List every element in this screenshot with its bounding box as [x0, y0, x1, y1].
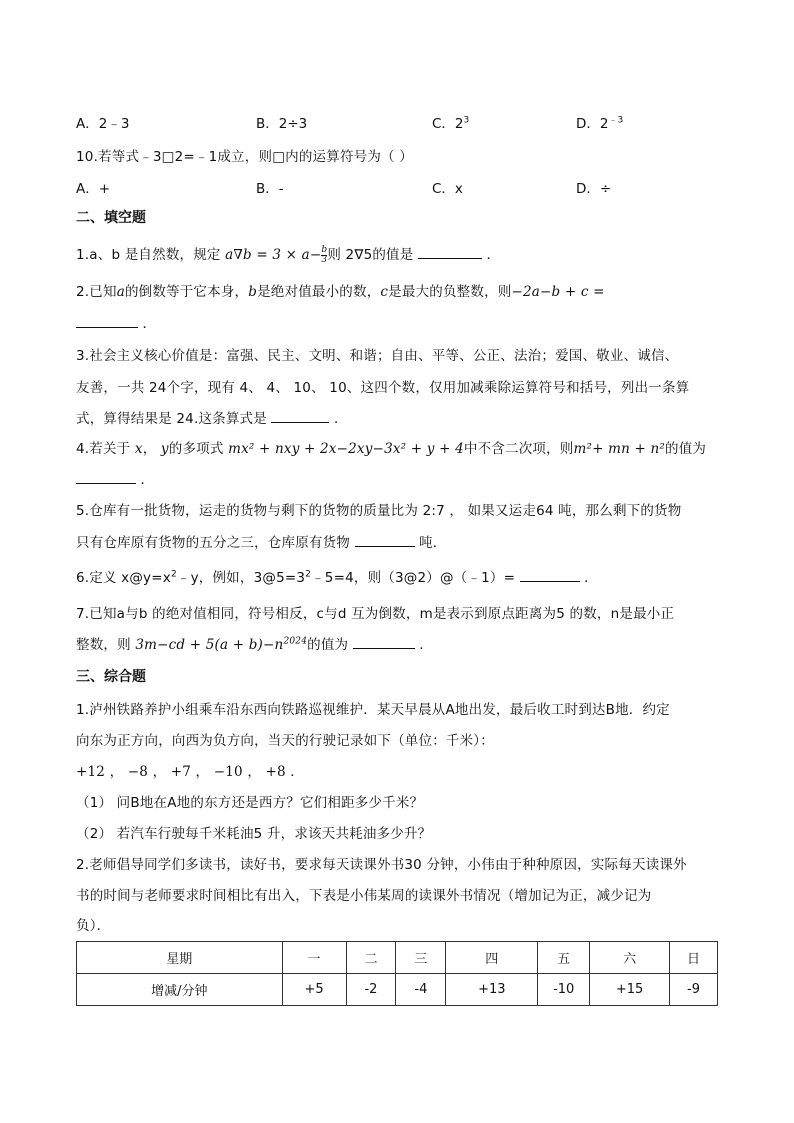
fill-q3-line2: 友善，一共 24个字，现有 4、 4、 10、 10、这四个数，仅用加减乘除运算符号和括号，列出一条算: [76, 380, 690, 396]
comp-q2-line3: 负）．: [76, 918, 111, 934]
table-cell: -2: [346, 974, 396, 1006]
table-header-cell: 四: [446, 942, 538, 974]
reading-table: [76, 941, 718, 1006]
table-header-cell: 三: [396, 942, 446, 974]
fill-q5-line1: 5.仓库有一批货物，运走的货物与剩下的货物的质量比为 2:7 ， 如果又运走64 吨，那么剩下的货物: [76, 503, 682, 519]
section-fill-title: 二、填空题: [76, 210, 146, 226]
table-header-cell: 日: [670, 942, 718, 974]
comp-q1-sub1: （1） 问B地在A地的东方还是西方？它们相距多少千米？: [76, 795, 424, 811]
section-comprehensive-title: 三、综合题: [76, 669, 146, 685]
q9-option-c: C．$2^3$: [432, 115, 470, 132]
table-header-cell: 一: [282, 942, 346, 974]
q9-option-d: D．$2^{﹣3}$: [576, 115, 624, 132]
fill-q1: 1.a、b 是自然数，规定 a∇b = 3 × a− $\frac{b}{3}$ 则 2∇5的值是 ．: [76, 244, 501, 265]
fill-q4: 4.若关于 x， y的多项式 mx² + nxy + 2x−2xy−3x² + y + 4中不含二次项，则m²+ mn + n²的值为: [76, 441, 707, 457]
fill-q3-blank: [271, 410, 329, 423]
fill-q6: 6.定义 $x@y=x^2﹣y$，例如，$3@5=3^2﹣5=4$，则（3@2）@（﹣1）= ．: [76, 569, 598, 586]
table-row: [77, 974, 718, 1006]
fill-q4-blank: [76, 471, 136, 484]
q9-option-b: B．2÷3: [256, 116, 308, 132]
q10-option-d: D．÷: [576, 181, 612, 197]
comp-q1-line2: 向东为正方向，向西为负方向，当天的行驶记录如下（单位：千米）：: [76, 733, 494, 749]
table-cell: -10: [538, 974, 590, 1006]
table-cell: 增减/分钟: [77, 974, 283, 1006]
fill-q4-answer-line: ．: [76, 468, 154, 488]
q10-option-c: C．x: [432, 181, 463, 197]
comp-q1-line1: 1.泸州铁路养护小组乘车沿东西向铁路巡视维护．某天早晨从A地出发，最后收工时到达B地．约定: [76, 702, 670, 718]
fill-q3-line1: 3.社会主义核心价值是：富强、民主、文明、和谐；自由、平等、公正、法治；爱国、敬业、诚信、: [76, 348, 679, 364]
table-header-cell: 六: [590, 942, 670, 974]
fill-q7-line2: 整数，则 $3m-cd + 5(a + b)-n^{2024}$的值为 ．: [76, 636, 433, 653]
fill-q2-blank: [76, 315, 138, 328]
table-header-cell: 二: [346, 942, 396, 974]
fill-q7-line1: 7.已知a与b 的绝对值相同，符号相反，c与d 互为倒数，m是表示到原点距离为5 的数，n是最小正: [76, 606, 675, 622]
table-cell: -4: [396, 974, 446, 1006]
table-cell: +13: [446, 974, 538, 1006]
fill-q5-line2: 只有仓库原有货物的五分之三，仓库原有货物 吨．: [76, 535, 447, 551]
q10-option-a: A．+: [76, 181, 111, 197]
q10-option-b: B．-: [256, 181, 284, 197]
table-cell: -9: [670, 974, 718, 1006]
q9-option-a: A．2﹣3: [76, 116, 130, 132]
comp-q1-records: +12 ， −8 ， +7 ， −10 ， +8 ．: [76, 764, 305, 780]
table-header-cell: 五: [538, 942, 590, 974]
fill-q2: 2.已知a的倒数等于它本身，b是绝对值最小的数，c是最大的负整数，则−2a−b + c =: [76, 284, 605, 300]
fill-q1-blank: [418, 246, 482, 259]
fill-q2-answer-line: ．: [76, 312, 156, 332]
comp-q1-sub2: （2） 若汽车行驶每千米耗油5 升，求该天共耗油多少升？: [76, 826, 432, 842]
fill-q7-blank: [353, 636, 415, 649]
comp-q2-line2: 书的时间与老师要求时间相比有出入，下表是小伟某周的读课外书情况（增加记为正，减少记为: [76, 888, 652, 904]
table-cell: +15: [590, 974, 670, 1006]
table-cell: +5: [282, 974, 346, 1006]
table-header-row: [77, 942, 718, 974]
fill-q5-blank: [355, 534, 415, 547]
table-header-cell: 星期: [77, 942, 283, 974]
fill-q3-line3: 式，算得结果是 24.这条算式是 ．: [76, 411, 348, 427]
fill-q6-blank: [520, 569, 580, 582]
q10-stem: 10.若等式﹣3□2=﹣1成立，则□内的运算符号为（ ）: [76, 149, 413, 165]
comp-q2-line1: 2.老师倡导同学们多读书，读好书，要求每天读课外书30 分钟，小伟由于种种原因，实际每天读课外: [76, 857, 687, 873]
